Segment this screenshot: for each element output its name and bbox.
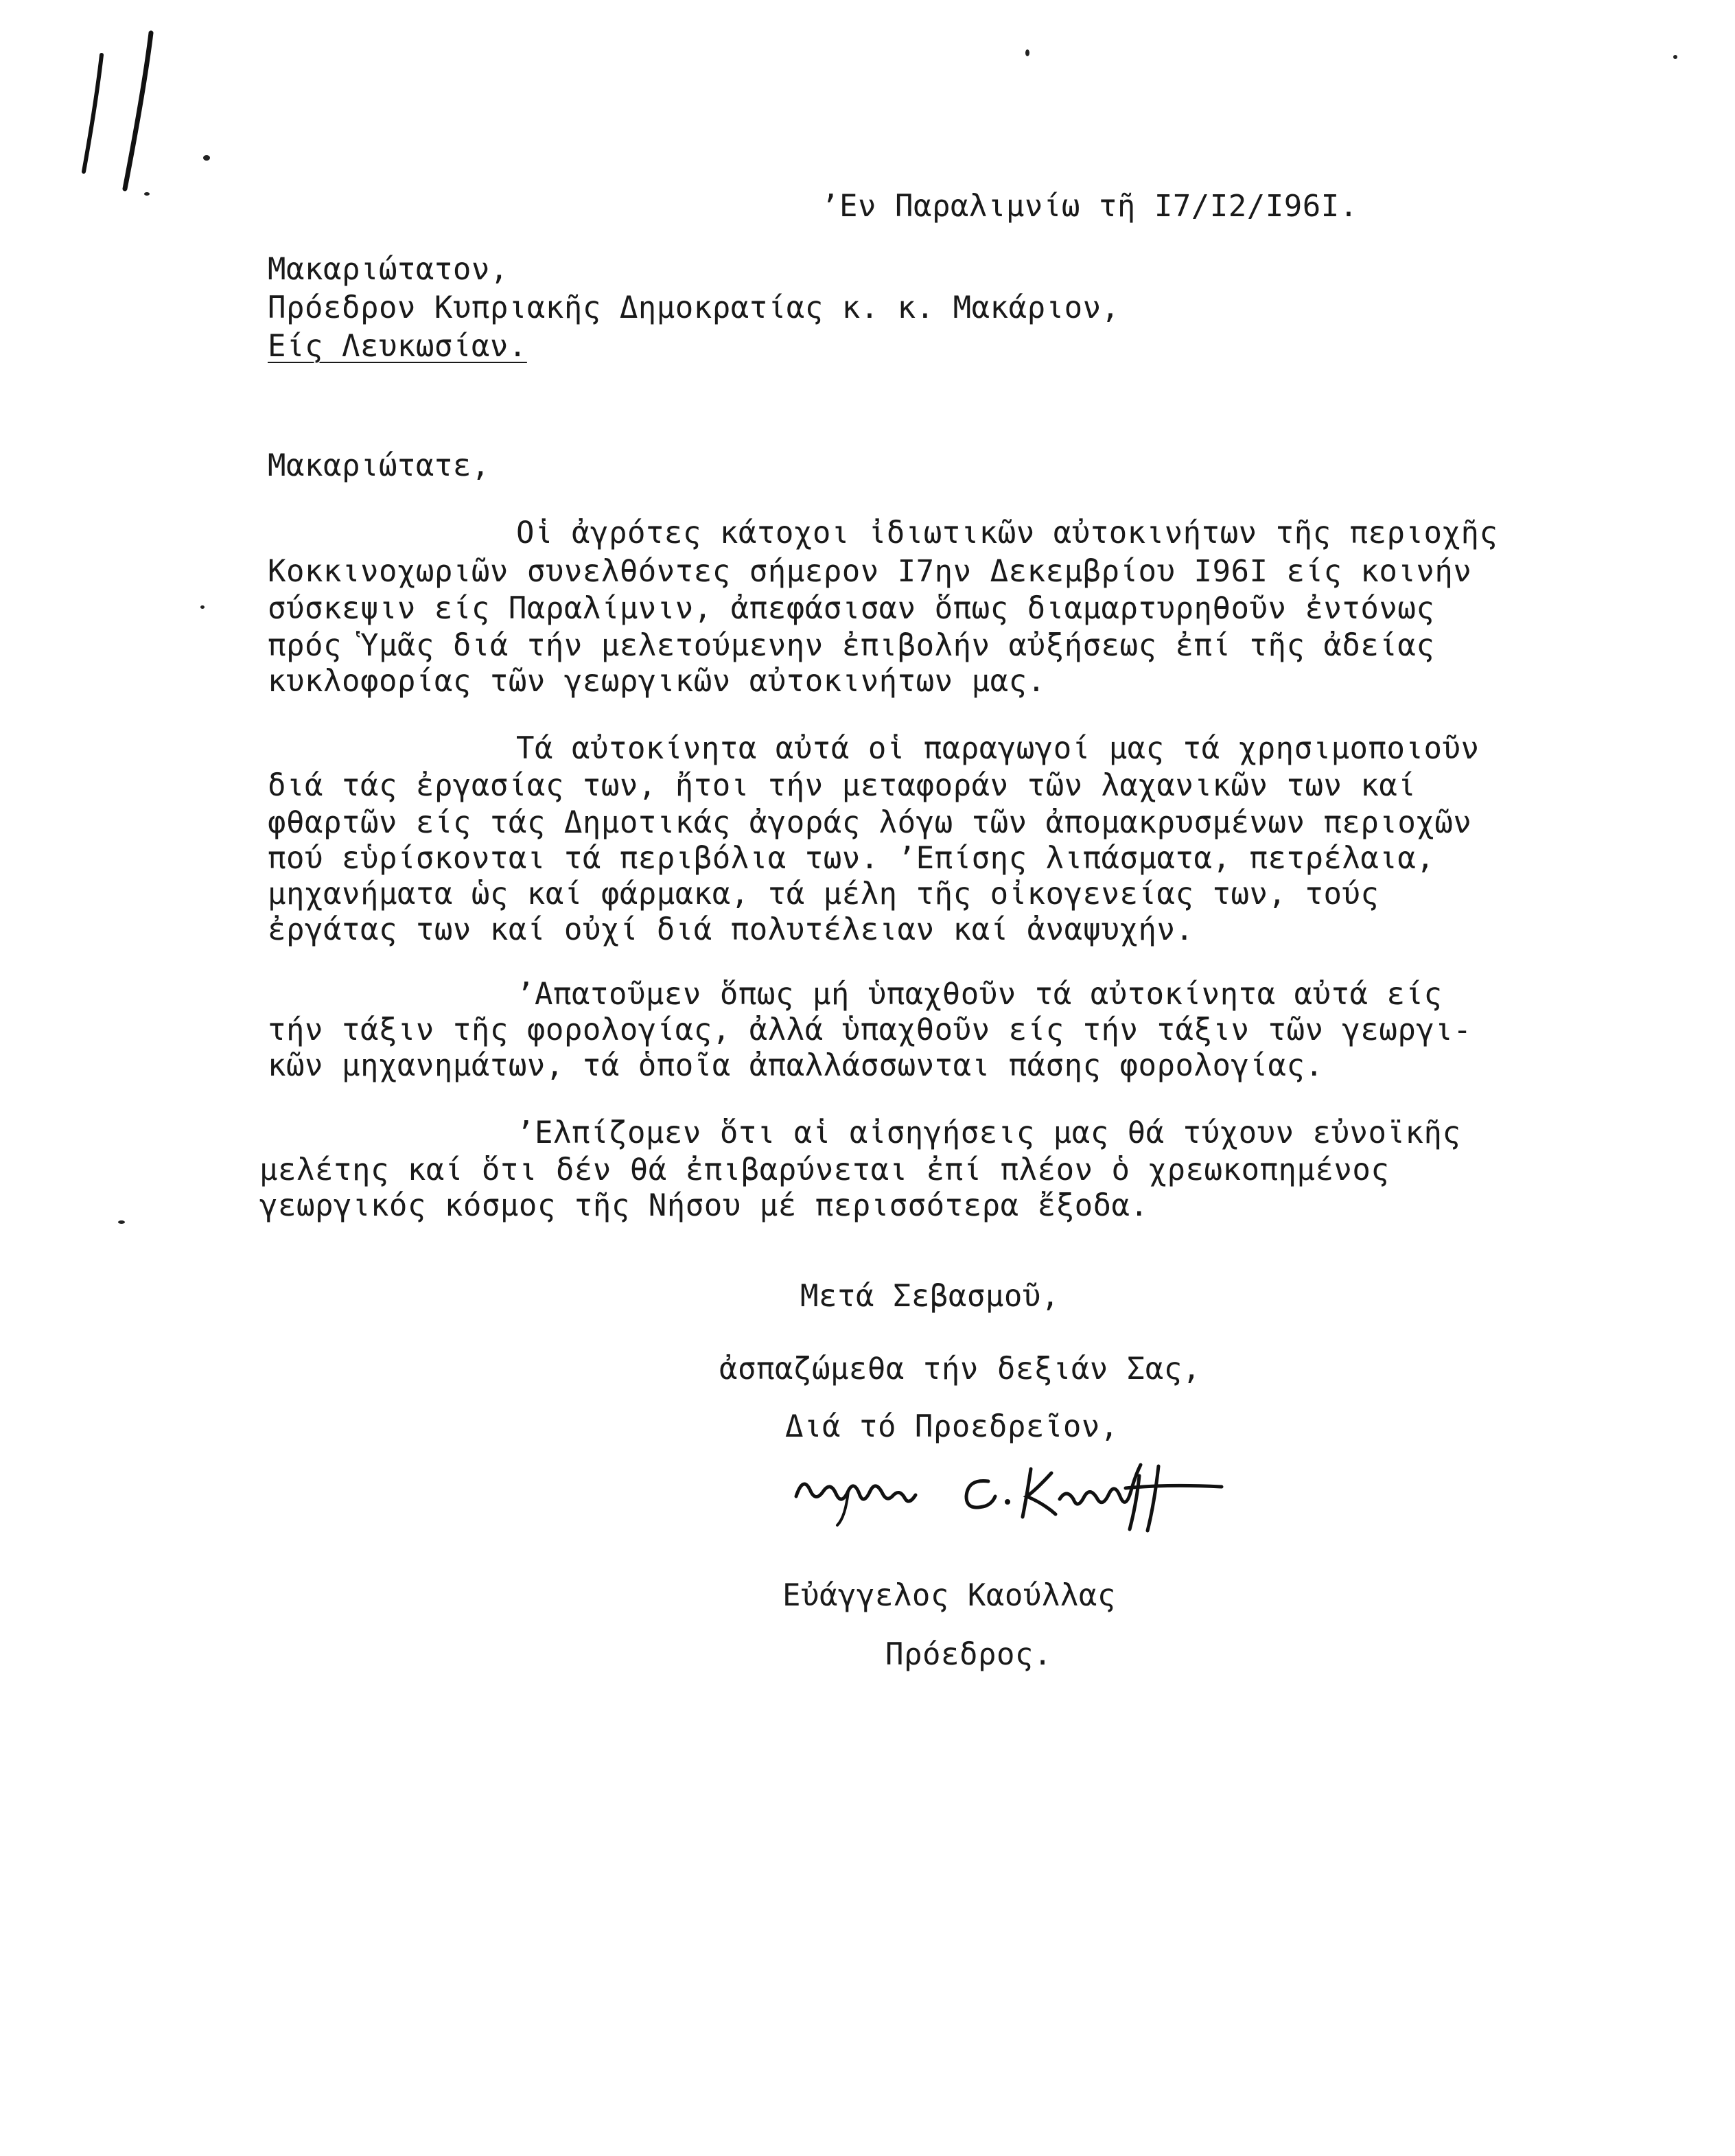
- closing-line-3: Διά τό Προεδρεῖον,: [785, 1409, 1119, 1444]
- recipient-line-3: Είς Λευκωσίαν.: [268, 329, 527, 364]
- paragraph-2-line: διά τάς ἐργασίας των, ἤτοι τήν μεταφοράν τῶν λαχανικῶν των καί: [268, 768, 1417, 803]
- paragraph-1-line: κυκλοφορίας τῶν γεωργικῶν αὐτοκινήτων μας.: [268, 664, 1046, 699]
- signatory-title: Πρόεδρος.: [885, 1637, 1052, 1672]
- paragraph-4-line: ’Ελπίζομεν ὅτι αἱ αἰσηγήσεις μας θά τύχουν εὐνοϊκῆς: [516, 1115, 1461, 1150]
- paragraph-4-line: μελέτης καί ὅτι δέν θά ἐπιβαρύνεται ἐπί πλέον ὁ χρεωκοπημένος: [259, 1152, 1390, 1187]
- paragraph-2-line: Τά αὐτοκίνητα αὐτά οἱ παραγωγοί μας τά χρησιμοποιοῦν: [516, 731, 1480, 766]
- closing-line-2: ἀσπαζώμεθα τήν δεξιάν Σας,: [719, 1352, 1201, 1387]
- paragraph-3-line: ’Απατοῦμεν ὅπως μή ὑπαχθοῦν τά αὐτοκίνητα αὐτά είς: [516, 977, 1443, 1012]
- handwritten-signature: [782, 1448, 1249, 1538]
- recipient-line-2: Πρόεδρον Κυπριακῆς Δημοκρατίας κ. κ. Μακάριον,: [268, 290, 1120, 325]
- paragraph-1-line: Κοκκινοχωριῶν συνελθόντες σήμερον I7ην Δεκεμβρίου I96I είς κοινήν: [268, 554, 1472, 589]
- paragraph-1-line: πρός Ὑμᾶς διά τήν μελετούμενην ἐπιβολήν αὐξήσεως ἐπί τῆς ἀδείας: [268, 628, 1435, 663]
- scan-speck: [144, 192, 150, 196]
- salutation: Μακαριώτατε,: [268, 448, 490, 483]
- paragraph-1-line: σύσκεψιν είς Παραλίμνιν, ἀπεφάσισαν ὅπως διαμαρτυρηθοῦν ἐντόνως: [268, 591, 1435, 626]
- scan-speck: [1025, 49, 1029, 56]
- handwritten-mark: [48, 14, 185, 192]
- paragraph-2-line: φθαρτῶν είς τάς Δημοτικάς ἀγοράς λόγω τῶν ἀπομακρυσμένων περιοχῶν: [268, 805, 1472, 840]
- paragraph-2-line: ἐργάτας των καί οὐχί διά πολυτέλειαν καί ἀναψυχήν.: [268, 912, 1194, 947]
- paragraph-1-line: Οἱ ἀγρότες κάτοχοι ἰδιωτικῶν αὐτοκινήτων τῆς περιοχῆς: [516, 515, 1498, 550]
- recipient-line-1: Μακαριώτατον,: [268, 252, 509, 287]
- scan-speck: [1673, 55, 1677, 59]
- closing-line-1: Μετά Σεβασμοῦ,: [800, 1279, 1060, 1314]
- scan-speck: [118, 1220, 125, 1224]
- scan-speck: [203, 155, 210, 161]
- signatory-name: Εὐάγγελος Καούλλας: [782, 1578, 1116, 1613]
- paragraph-2-line: πού εὑρίσκονται τά περιβόλια των. ’Επίσης λιπάσματα, πετρέλαια,: [268, 841, 1435, 876]
- scan-speck: [200, 605, 205, 609]
- paragraph-2-line: μηχανήματα ὡς καί φάρμακα, τά μέλη τῆς οἰκογενείας των, τούς: [268, 877, 1379, 912]
- paragraph-3-line: κῶν μηχανημάτων, τά ὁποῖα ἀπαλλάσσωνται πάσης φορολογίας.: [268, 1048, 1324, 1083]
- paragraph-4-line: γεωργικός κόσμος τῆς Νήσου μέ περισσότερα ἔξοδα.: [259, 1188, 1149, 1223]
- place-date: ’Εν Παραλιμνίω τῆ I7/I2/I96I.: [821, 189, 1358, 224]
- paragraph-3-line: τήν τάξιν τῆς φορολογίας, ἀλλά ὑπαχθοῦν είς τήν τάξιν τῶν γεωργι-: [268, 1012, 1472, 1047]
